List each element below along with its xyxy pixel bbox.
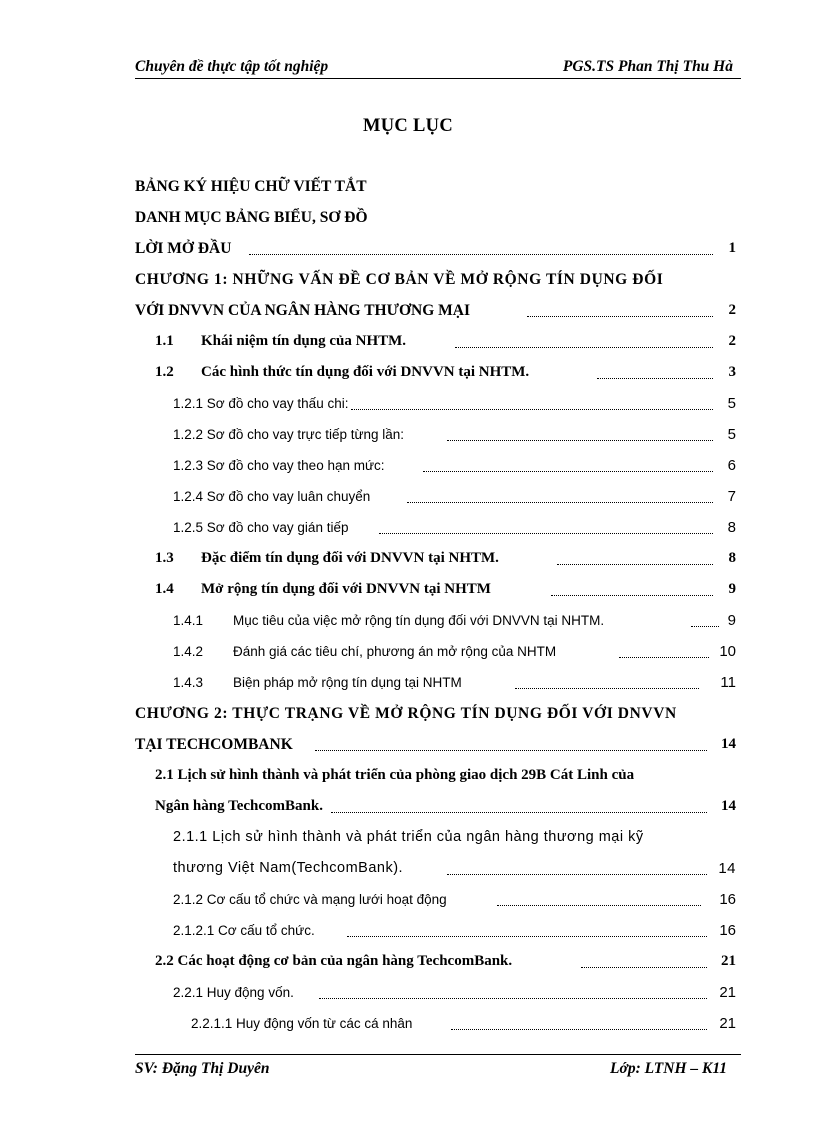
toc-entry-text: Đánh giá các tiêu chí, phương án mở rộng của NHTM bbox=[233, 644, 557, 659]
toc-entry-text: Đặc điểm tín dụng đối với DNVVN tại NHTM. bbox=[201, 550, 499, 566]
toc-entry-text: 1.2.2 Sơ đồ cho vay trực tiếp từng lần: bbox=[173, 427, 405, 442]
footer-left-text: SV: Đặng Thị Duyên bbox=[135, 1060, 270, 1077]
toc-entry-text: 2.1 Lịch sử hình thành và phát triển của phòng giao dịch 29B Cát Linh của bbox=[155, 767, 635, 783]
toc-entry-page: 14 bbox=[721, 798, 736, 814]
toc-entry bbox=[135, 884, 741, 915]
toc-entry-text: 1.2.4 Sơ đồ cho vay luân chuyển bbox=[173, 489, 371, 504]
dot-leader bbox=[691, 626, 719, 627]
toc-entry-page: 2 bbox=[728, 302, 736, 318]
toc-entry-text: 2.1.2 Cơ cấu tổ chức và mạng lưới hoạt động bbox=[173, 892, 447, 907]
dot-leader bbox=[527, 316, 713, 317]
toc-entry bbox=[135, 915, 741, 946]
toc-entry-page: 9 bbox=[728, 581, 736, 597]
toc-entry bbox=[135, 698, 741, 729]
toc-entry-text: LỜI MỞ ĐẦU bbox=[135, 240, 232, 257]
toc-entry bbox=[135, 791, 741, 822]
toc-entry-page: 2 bbox=[728, 333, 736, 349]
toc-entry-text: 2.2.1.1 Huy động vốn từ các cá nhân bbox=[191, 1016, 413, 1031]
toc-entry-text: 2.2 Các hoạt động cơ bản của ngân hàng TechcomBank. bbox=[155, 953, 513, 969]
toc-entry-text: 2.2.1 Huy động vốn. bbox=[173, 985, 294, 1000]
dot-leader bbox=[551, 595, 713, 596]
toc-entry-text: VỚI DNVVN CỦA NGÂN HÀNG THƯƠNG MẠI bbox=[135, 302, 470, 319]
toc-entry bbox=[135, 202, 741, 233]
toc-entry-page: 21 bbox=[721, 953, 736, 969]
toc-entry-page: 14 bbox=[718, 860, 736, 877]
toc-entry-number: 1.4.2 bbox=[173, 644, 204, 659]
dot-leader bbox=[379, 533, 713, 534]
toc-entry-text: BẢNG KÝ HIỆU CHỮ VIẾT TẮT bbox=[135, 178, 367, 195]
dot-leader bbox=[597, 378, 713, 379]
dot-leader bbox=[447, 874, 707, 875]
toc-entry-text: Biện pháp mở rộng tín dụng tại NHTM bbox=[233, 675, 462, 690]
header-right-text: PGS.TS Phan Thị Thu Hà bbox=[562, 58, 733, 75]
toc-entry-page: 1 bbox=[728, 240, 736, 256]
toc-entry-text: 1.2.5 Sơ đồ cho vay gián tiếp bbox=[173, 520, 349, 535]
toc-entry bbox=[135, 450, 741, 481]
dot-leader bbox=[319, 998, 707, 999]
toc-entry-text: Ngân hàng TechcomBank. bbox=[155, 798, 323, 814]
toc-entry bbox=[135, 171, 741, 202]
toc-entry bbox=[135, 605, 741, 636]
page-header bbox=[135, 56, 741, 79]
toc-entry-text: Các hình thức tín dụng đối với DNVVN tại NHTM. bbox=[201, 364, 530, 380]
toc-entry-page: 3 bbox=[728, 364, 736, 380]
toc-entry-page: 8 bbox=[727, 519, 736, 536]
toc-entry-text: 1.2.1 Sơ đồ cho vay thấu chi: bbox=[173, 396, 349, 411]
toc-entry-number: 1.1 bbox=[155, 333, 174, 349]
table-of-contents bbox=[135, 171, 741, 1039]
dot-leader bbox=[447, 440, 713, 441]
toc-entry-page: 5 bbox=[727, 395, 736, 412]
toc-entry-page: 14 bbox=[721, 736, 736, 752]
toc-entry-page: 21 bbox=[719, 1015, 736, 1032]
dot-leader bbox=[351, 409, 713, 410]
page-footer bbox=[135, 1054, 741, 1079]
toc-entry-text: Khái niệm tín dụng của NHTM. bbox=[201, 333, 407, 349]
toc-entry bbox=[135, 326, 741, 357]
toc-entry-number: 1.4 bbox=[155, 581, 174, 597]
toc-entry-text: 2.1.2.1 Cơ cấu tổ chức. bbox=[173, 923, 315, 938]
toc-entry bbox=[135, 233, 741, 264]
dot-leader bbox=[423, 471, 713, 472]
toc-entry bbox=[135, 853, 741, 884]
toc-entry bbox=[135, 419, 741, 450]
toc-entry-text: Mục tiêu của việc mở rộng tín dụng đối với DNVVN tại NHTM. bbox=[233, 613, 605, 628]
toc-entry bbox=[135, 388, 741, 419]
dot-leader bbox=[315, 750, 707, 751]
toc-entry-number: 1.2 bbox=[155, 364, 174, 380]
toc-entry bbox=[135, 357, 741, 388]
toc-entry-number: 1.4.3 bbox=[173, 675, 204, 690]
toc-entry-text: 1.2.3 Sơ đồ cho vay theo hạn mức: bbox=[173, 458, 385, 473]
toc-entry bbox=[135, 512, 741, 543]
toc-entry bbox=[135, 264, 741, 295]
page-title: MỤC LỤC bbox=[363, 116, 453, 136]
toc-entry-number: 1.4.1 bbox=[173, 613, 204, 628]
toc-entry bbox=[135, 760, 741, 791]
toc-entry-page: 10 bbox=[719, 643, 736, 660]
toc-entry-number: 1.3 bbox=[155, 550, 174, 566]
toc-entry-text: DANH MỤC BẢNG BIỂU, SƠ ĐỒ bbox=[135, 209, 368, 226]
toc-entry bbox=[135, 946, 741, 977]
toc-entry bbox=[135, 295, 741, 326]
toc-entry bbox=[135, 574, 741, 605]
toc-entry bbox=[135, 977, 741, 1008]
toc-entry-text: 2.1.1 Lịch sử hình thành và phát triển của ngân hàng thương mại kỹ bbox=[173, 829, 644, 845]
toc-entry-page: 21 bbox=[719, 984, 736, 1001]
toc-entry-text: Mở rộng tín dụng đối với DNVVN tại NHTM bbox=[201, 581, 491, 597]
toc-entry-page: 8 bbox=[728, 550, 736, 566]
toc-entry-page: 6 bbox=[727, 457, 736, 474]
toc-entry-text: thương Việt Nam(TechcomBank). bbox=[173, 860, 404, 876]
dot-leader bbox=[331, 812, 707, 813]
toc-entry bbox=[135, 636, 741, 667]
toc-entry-page: 9 bbox=[727, 612, 736, 629]
toc-entry-page: 16 bbox=[719, 891, 736, 908]
toc-entry bbox=[135, 1008, 741, 1039]
dot-leader bbox=[619, 657, 709, 658]
dot-leader bbox=[249, 254, 713, 255]
toc-entry bbox=[135, 667, 741, 698]
dot-leader bbox=[581, 967, 707, 968]
toc-entry-page: 5 bbox=[727, 426, 736, 443]
toc-entry-page: 11 bbox=[720, 674, 736, 691]
dot-leader bbox=[347, 936, 707, 937]
toc-entry bbox=[135, 543, 741, 574]
toc-entry-text: CHƯƠNG 1: NHỮNG VẤN ĐỀ CƠ BẢN VỀ MỞ RỘNG TÍN DỤNG ĐỐI bbox=[135, 271, 664, 288]
dot-leader bbox=[455, 347, 713, 348]
footer-right-text: Lớp: LTNH – K11 bbox=[610, 1060, 727, 1077]
toc-entry-text: TẠI TECHCOMBANK bbox=[135, 736, 293, 753]
toc-entry bbox=[135, 822, 741, 853]
toc-entry bbox=[135, 481, 741, 512]
dot-leader bbox=[451, 1029, 707, 1030]
dot-leader bbox=[497, 905, 701, 906]
dot-leader bbox=[407, 502, 713, 503]
toc-entry-text: CHƯƠNG 2: THỰC TRẠNG VỀ MỞ RỘNG TÍN DỤNG ĐỐI VỚI DNVVN bbox=[135, 705, 677, 722]
toc-entry bbox=[135, 729, 741, 760]
toc-entry-page: 16 bbox=[719, 922, 736, 939]
dot-leader bbox=[515, 688, 699, 689]
toc-entry-page: 7 bbox=[727, 488, 736, 505]
dot-leader bbox=[557, 564, 713, 565]
header-left-text: Chuyên đề thực tập tốt nghiệp bbox=[135, 58, 329, 75]
